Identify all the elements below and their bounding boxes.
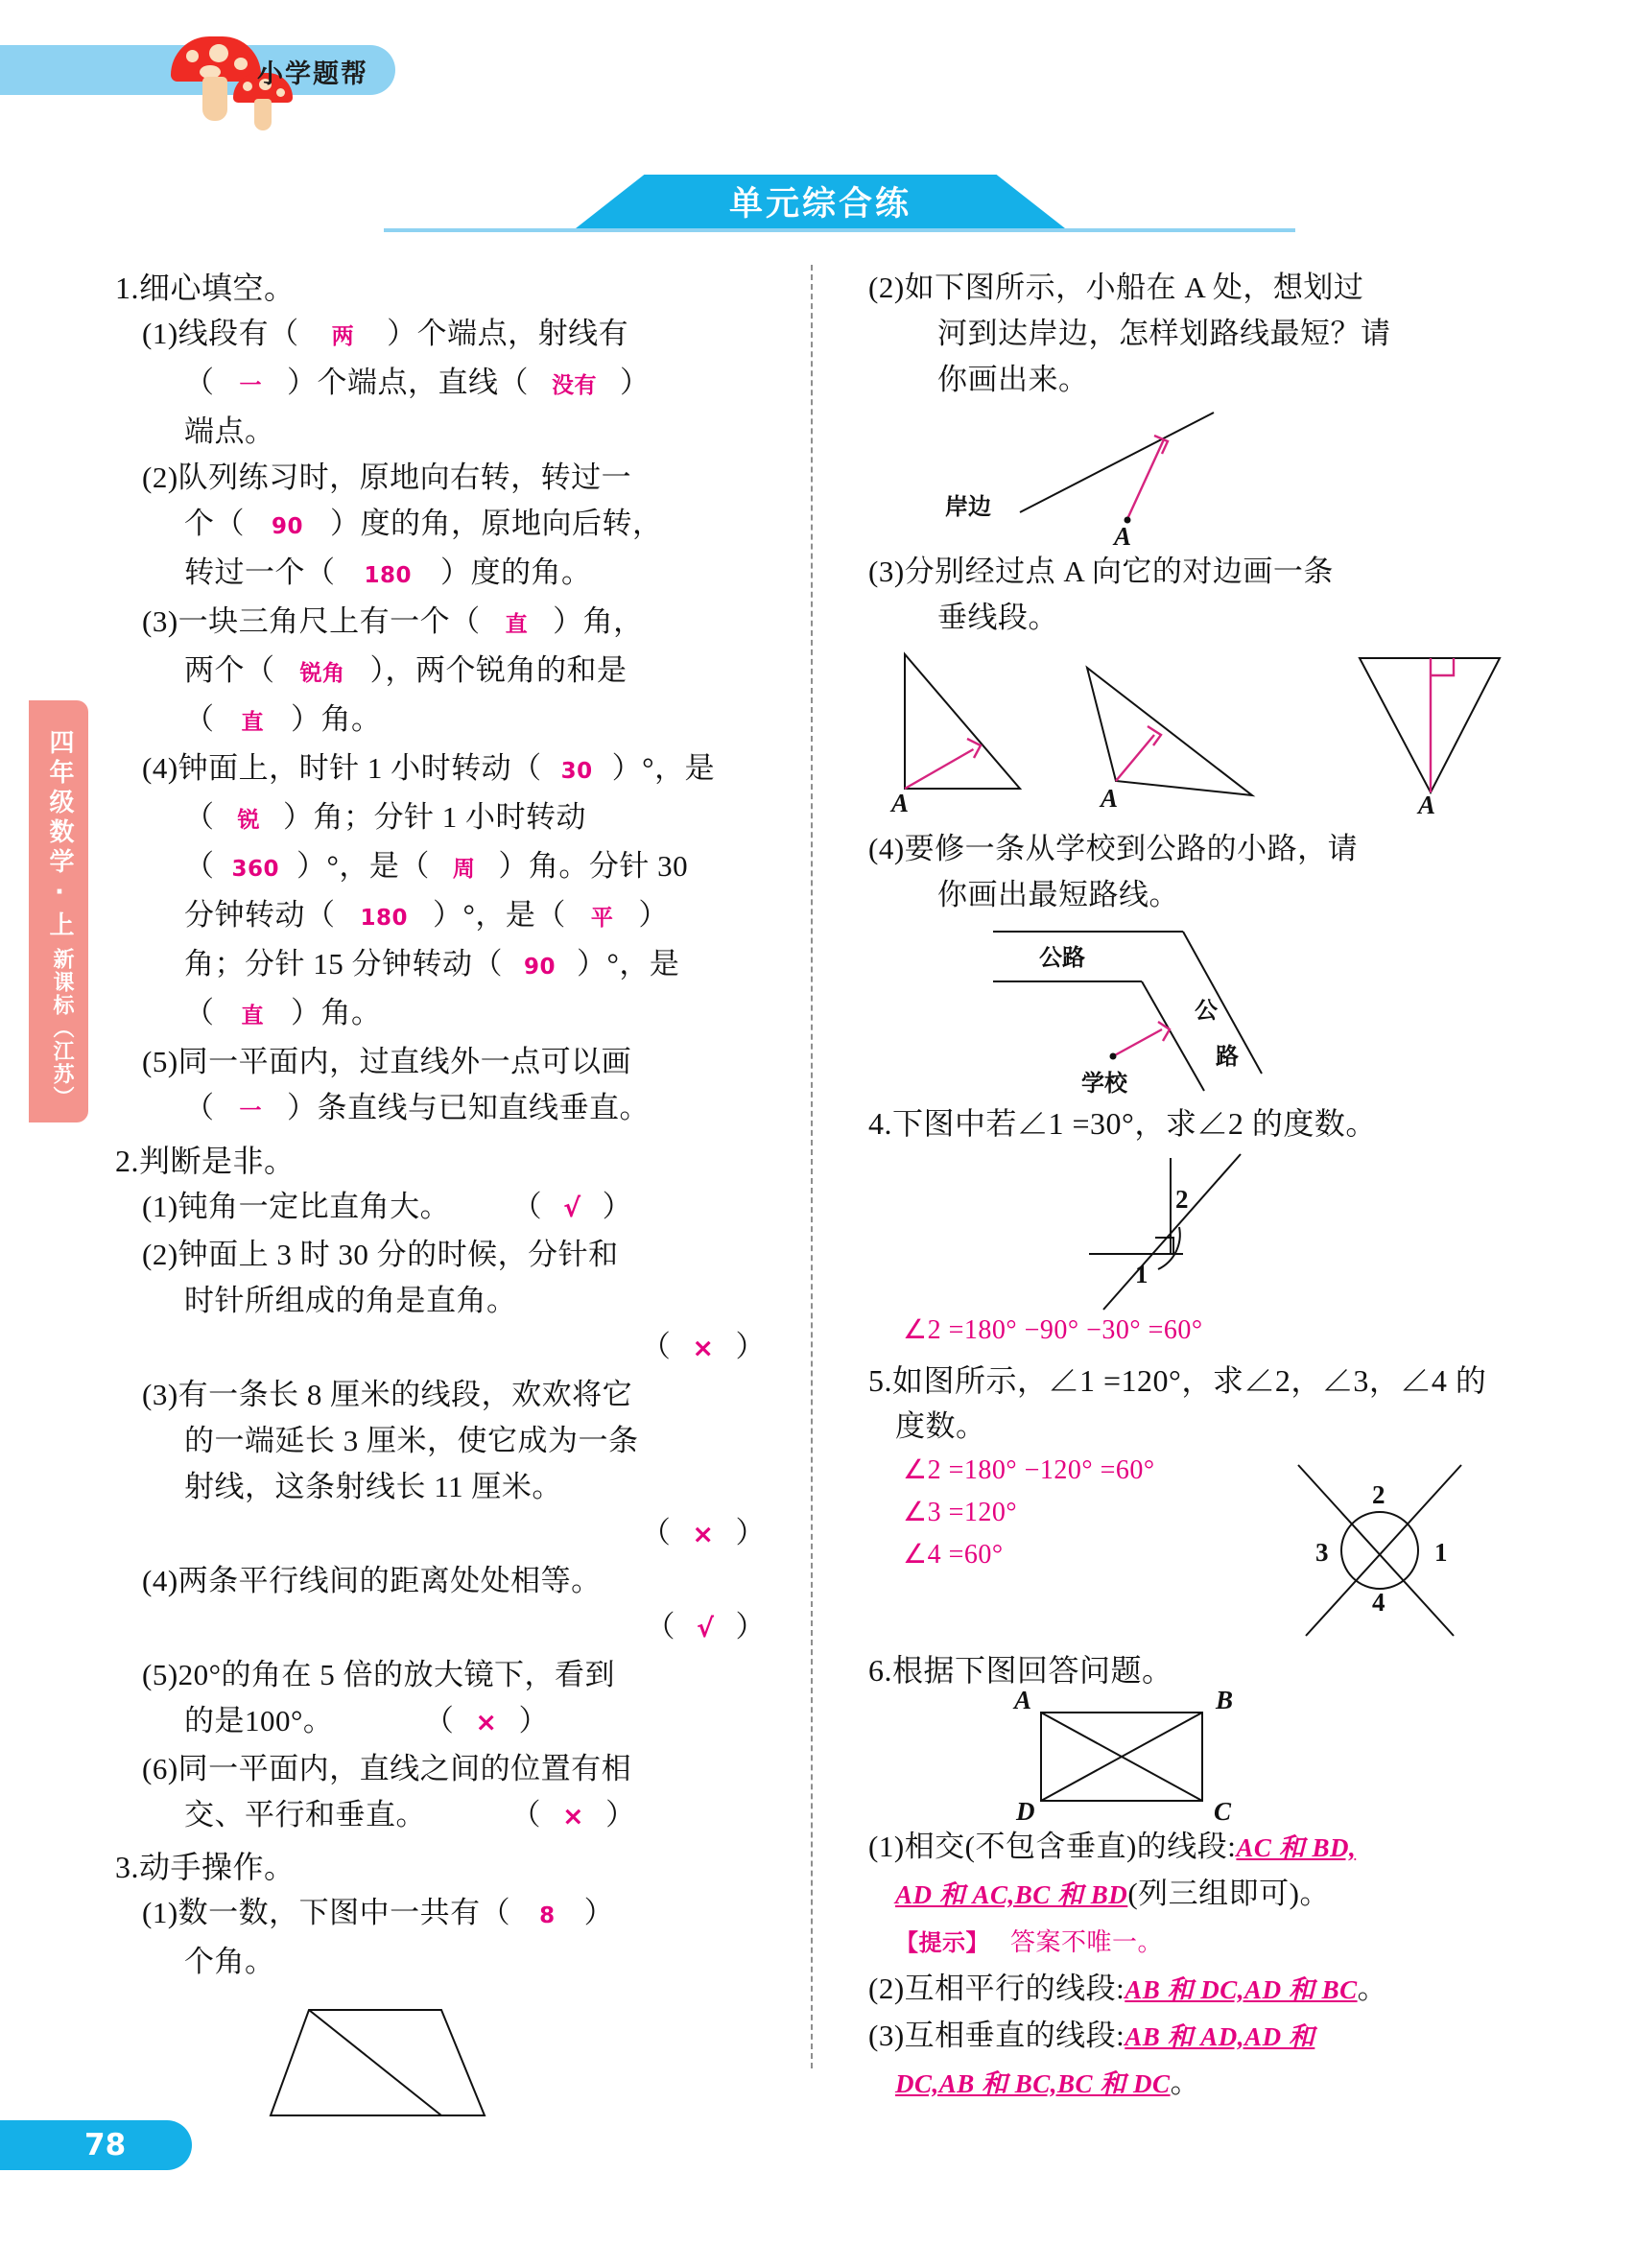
q1-item5-line2: （ 一 ）条直线与已知直线垂直。 <box>184 1091 650 1124</box>
side-tab <box>29 700 88 1122</box>
answer-blank: 锐角 <box>299 661 345 686</box>
q1-item4-line1: (4)钟面上，时针 1 小时转动（ 30 ）°，是 <box>142 751 716 785</box>
q1-item1-line3: 端点。 <box>184 414 275 448</box>
answer-blank: 一 <box>239 1099 262 1123</box>
rectangle-abcd-figure <box>1003 1686 1540 1826</box>
q3-title: 动手操作。 <box>139 1850 296 1884</box>
answer-blank: 平 <box>590 906 614 931</box>
svg-text:A: A <box>1014 1686 1032 1714</box>
q1-number: 1. <box>115 271 139 305</box>
question-4-heading <box>868 1100 1540 1146</box>
q1-item3-line1: (3)一块三角尺上有一个（ 直 ）角， <box>142 604 644 638</box>
boat-shore-figure <box>926 409 1540 551</box>
q6-number: 6. <box>868 1653 892 1688</box>
svg-text:路: 路 <box>1216 1043 1239 1070</box>
answer-blank: 周 <box>452 857 476 882</box>
q2-item3-line2: 的一端延长 3 厘米，使它成为一条 <box>184 1424 639 1457</box>
svg-text:学校: 学校 <box>1081 1070 1127 1097</box>
question-2-heading <box>115 1138 787 1184</box>
q6-answer: AB 和 AD,AD 和 <box>1125 2022 1315 2051</box>
left-column <box>115 265 787 2127</box>
right-column <box>868 265 1540 2107</box>
q5-line1: 如图所示，∠1 =120°，求∠2，∠3，∠4 的 <box>892 1363 1487 1398</box>
q3-item1-line2: 个角。 <box>184 1945 275 1978</box>
q3-number: 3. <box>115 1850 139 1884</box>
svg-text:C: C <box>1214 1797 1232 1826</box>
q1-item3-line3: （ 直 ）角。 <box>184 702 382 736</box>
svg-text:1: 1 <box>1434 1538 1448 1567</box>
q6-item1-hint <box>895 1918 1540 1966</box>
question-6-heading <box>868 1647 1540 1693</box>
q5-line2: 度数。 <box>895 1409 986 1443</box>
q1-item2-line3: 转过一个（ 180 ）度的角。 <box>184 555 592 589</box>
section-title-banner <box>576 175 1065 234</box>
svg-text:A: A <box>1101 784 1119 813</box>
question-5-heading <box>868 1358 1540 1404</box>
q2-item2-line2: 时针所组成的角是直角。 <box>184 1284 517 1317</box>
q1-title: 细心填空。 <box>139 271 296 305</box>
q6-answer: DC,AB 和 BC,BC 和 DC <box>895 2069 1171 2098</box>
answer-blank: 360 <box>231 857 280 882</box>
q5-solution-1: ∠2 =180° −120° =60° <box>903 1455 1155 1485</box>
q2-item5-line1: (5)20°的角在 5 倍的放大镜下，看到 <box>142 1658 616 1691</box>
answer-blank: 两 <box>331 324 355 349</box>
q3-item1-line1: (1)数一数，下图中一共有（ 8 ） <box>142 1896 615 1929</box>
q6-answer: AC 和 BD, <box>1236 1833 1357 1862</box>
q2-item3-line3: 射线，这条射线长 11 厘米。 <box>184 1470 562 1503</box>
q2-item6-line1: (6)同一平面内，直线之间的位置有相 <box>142 1752 632 1785</box>
triangle-perpendicular-figures <box>878 647 1540 819</box>
q3-item2-line1: (2)如下图所示，小船在 A 处，想划过 <box>868 271 1364 304</box>
svg-text:2: 2 <box>1175 1185 1189 1214</box>
q6-answer: AB 和 DC,AD 和 BC <box>1125 1975 1358 2004</box>
svg-text:A: A <box>1418 791 1436 819</box>
q1-item2-line1: (2)队列练习时，原地向右转，转过一 <box>142 461 632 494</box>
svg-text:1: 1 <box>1135 1260 1149 1288</box>
answer-blank: 90 <box>272 514 304 539</box>
judgement-mark: × <box>692 1520 715 1549</box>
answer-blank: 直 <box>505 612 529 637</box>
answer-blank: 180 <box>364 563 413 588</box>
svg-text:2: 2 <box>1372 1480 1385 1509</box>
svg-text:D: D <box>1016 1797 1035 1826</box>
answer-blank: 直 <box>241 710 264 735</box>
judgement-mark: × <box>475 1708 498 1737</box>
side-tab-grade: 四年级数学·上 <box>45 729 74 941</box>
svg-text:A: A <box>891 789 910 817</box>
q6-title: 根据下图回答问题。 <box>892 1653 1173 1688</box>
q3-item4-line2: 你画出最短路线。 <box>937 878 1179 911</box>
judgement-mark: × <box>562 1802 585 1831</box>
q2-item3-line1: (3)有一条长 8 厘米的线段，欢欢将它 <box>142 1378 633 1411</box>
q2-item5-line2: 的是100°。 （ × ） <box>184 1704 550 1737</box>
side-tab-standard: 新课标（江苏） <box>50 948 74 1109</box>
q6-item2-line1: (2)互相平行的线段:AB 和 DC,AD 和 BC。 <box>868 1972 1388 2005</box>
q2-item4-line1: (4)两条平行线间的距离处处相等。 <box>142 1564 602 1597</box>
q1-item4-line5: 角；分针 15 分钟转动（ 90 ）°，是 <box>184 947 680 980</box>
q1-item1-line2: （ 一 ）个端点，直线（ 没有 ） <box>184 366 651 399</box>
q2-item1: (1)钝角一定比直角大。 （ √ ） <box>142 1190 633 1223</box>
answer-blank: 一 <box>239 373 262 398</box>
answer-blank: 180 <box>360 906 409 931</box>
answer-blank: 8 <box>539 1903 556 1928</box>
triangle-2 <box>1087 668 1252 813</box>
q1-item4-line2: （ 锐 ）角；分针 1 小时转动 <box>184 800 586 834</box>
q2-item4-mark: （ √ ） <box>645 1610 766 1643</box>
angle-1-2-figure <box>993 1148 1540 1310</box>
q6-answer: AD 和 AC,BC 和 BD <box>895 1880 1128 1909</box>
hint-tag: 【提示】 <box>895 1929 989 1956</box>
q2-item2-mark: （ × ） <box>640 1330 766 1363</box>
trapezoid-angle-figure <box>269 2002 787 2127</box>
q3-item4-line1: (4)要修一条从学校到公路的小路，请 <box>868 832 1359 865</box>
q1-item4-line3: （ 360 ）°，是（ 周 ）角。分针 30 <box>184 849 689 883</box>
judgement-mark: × <box>692 1334 715 1363</box>
q3-item3-line1: (3)分别经过点 A 向它的对边画一条 <box>868 555 1334 588</box>
crossing-lines-figure <box>1281 1453 1492 1645</box>
svg-text:4: 4 <box>1372 1588 1385 1617</box>
q1-item4-line6: （ 直 ）角。 <box>184 996 382 1029</box>
svg-text:岸边: 岸边 <box>945 493 991 520</box>
q6-item3-line2: DC,AB 和 BC,BC 和 DC。 <box>895 2066 1201 2099</box>
svg-text:公路: 公路 <box>1039 944 1085 971</box>
q1-item5-line1: (5)同一平面内，过直线外一点可以画 <box>142 1045 632 1078</box>
q2-item6-line2: 交、平行和垂直。 （ × ） <box>184 1798 636 1831</box>
q2-item2-line1: (2)钟面上 3 时 30 分的时候，分针和 <box>142 1238 619 1271</box>
q2-item3-mark: （ × ） <box>640 1516 766 1549</box>
q6-item3-line1: (3)互相垂直的线段:AB 和 AD,AD 和 <box>868 2019 1315 2052</box>
triangle-3 <box>1360 658 1500 819</box>
page-number: 78 <box>84 2128 127 2162</box>
q4-solution: ∠2 =180° −90° −30° =60° <box>903 1315 1203 1345</box>
q6-item1-line2: AD 和 AC,BC 和 BD(列三组即可)。 <box>895 1877 1330 1910</box>
section-title-text: 单元综合练 <box>728 185 912 224</box>
q5-number: 5. <box>868 1363 892 1398</box>
q1-item2-line2: 个（ 90 ）度的角，原地向后转， <box>184 507 663 540</box>
svg-text:A: A <box>1114 522 1132 551</box>
q3-item2-line3: 你画出来。 <box>937 363 1089 396</box>
q4-title: 下图中若∠1 =30°，求∠2 的度数。 <box>892 1106 1377 1141</box>
triangle-1 <box>889 654 1020 817</box>
answer-blank: 90 <box>524 955 557 980</box>
q1-item4-line4: 分钟转动（ 180 ）°，是（ 平 ） <box>184 898 669 932</box>
banner-underline <box>384 228 1295 232</box>
q5-solution-3: ∠4 =60° <box>903 1540 1004 1570</box>
svg-text:公: 公 <box>1195 997 1218 1024</box>
judgement-mark: √ <box>696 1614 715 1643</box>
answer-blank: 没有 <box>552 373 597 398</box>
q3-item2-line2: 河到达岸边，怎样划路线最短？请 <box>937 317 1391 350</box>
column-divider <box>811 265 813 2068</box>
answer-blank: 锐 <box>237 808 260 833</box>
q6-item1-line1: (1)相交(不包含垂直)的线段:AC 和 BD, <box>868 1830 1357 1863</box>
q1-item1-line1: (1)线段有（ 两 ）个端点，射线有 <box>142 317 629 350</box>
question-3-heading <box>115 1844 787 1890</box>
q5-solution-2: ∠3 =120° <box>903 1498 1018 1527</box>
q2-number: 2. <box>115 1144 139 1178</box>
q3-item3-line2: 垂线段。 <box>937 601 1058 634</box>
answer-blank: 30 <box>560 759 593 784</box>
svg-text:B: B <box>1216 1686 1234 1714</box>
brand-title: 小学题帮 <box>257 59 368 89</box>
question-1-heading <box>115 265 787 311</box>
q2-title: 判断是非。 <box>139 1144 296 1178</box>
q1-item3-line2: 两个（ 锐角 ），两个锐角的和是 <box>184 653 628 687</box>
answer-blank: 直 <box>241 1004 264 1028</box>
school-road-figure <box>974 922 1540 1095</box>
q4-number: 4. <box>868 1106 892 1141</box>
judgement-mark: √ <box>563 1193 581 1223</box>
hint-text: 答案不唯一。 <box>1010 1928 1164 1956</box>
svg-text:3: 3 <box>1315 1538 1329 1567</box>
